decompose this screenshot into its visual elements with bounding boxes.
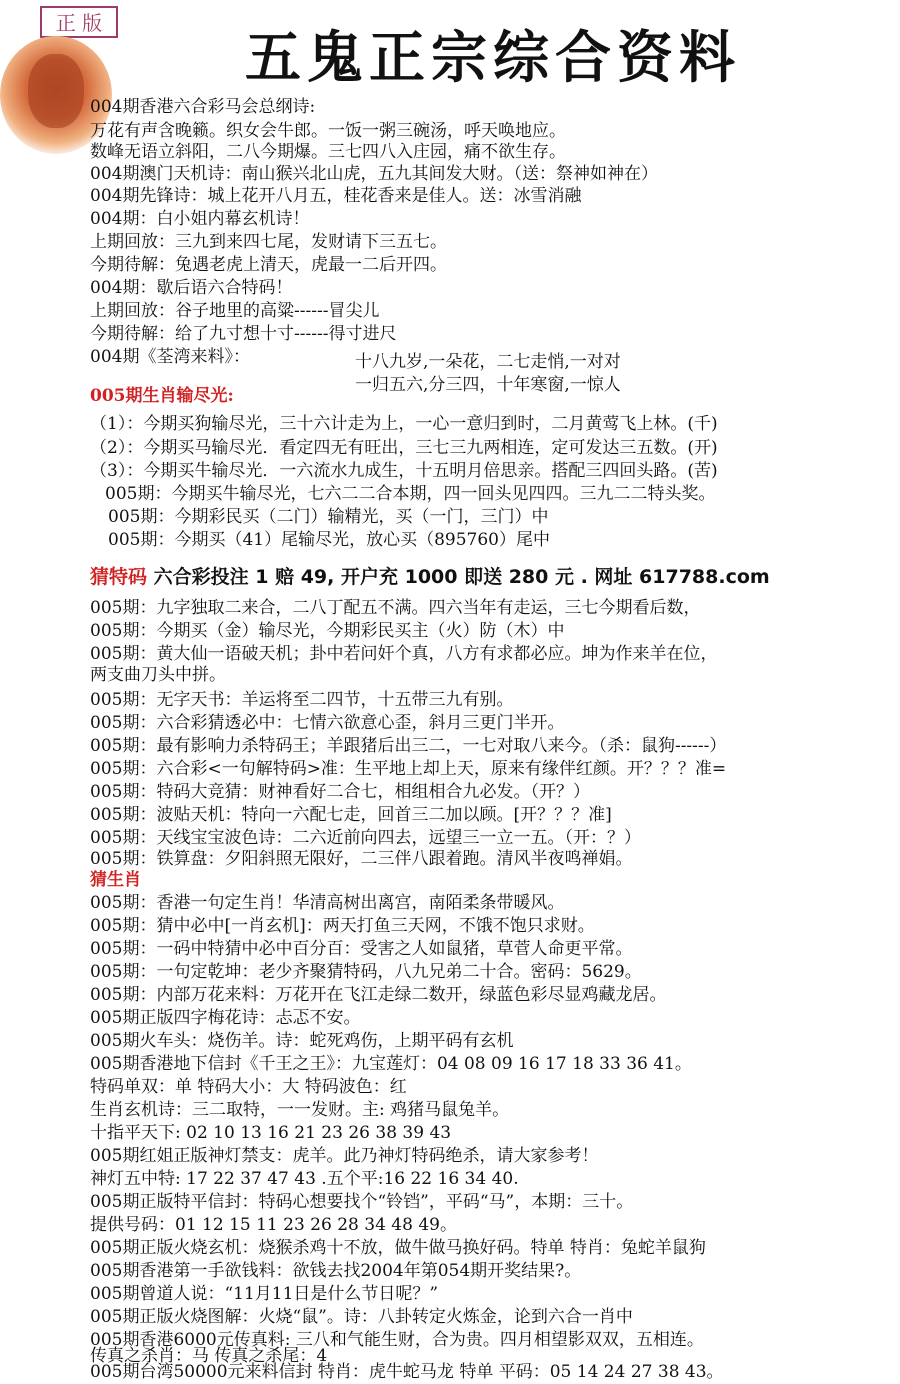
section-title: 猜生肖 — [90, 870, 141, 890]
text-line: 004期：白小姐内幕玄机诗！ — [90, 209, 310, 229]
text-line: 005期香港地下信封《千王之王》：九宝莲灯：04 08 09 16 17 18 33 36 41。 — [90, 1054, 692, 1074]
text-line: 005期：无字天书：羊运将至二四节，十五带三九有别。 — [90, 690, 514, 710]
banner-lead: 猜特码 — [90, 566, 148, 588]
text-line: 005期：内部万花来料：万花开在飞江走绿二数开，绿蓝色彩尽显鸡藏龙居。 — [90, 985, 667, 1005]
text-line: 传真之杀肖：马 传真之杀尾：4 — [90, 1346, 328, 1366]
text-line: 005期：波贴天机：特向一六配七走，回首三二加以顾。[开？？？准] — [90, 805, 612, 825]
text-line: 005期台湾50000元来料信封 特肖：虎牛蛇马龙 特单 平码：05 14 24 27 38 43。 — [90, 1362, 724, 1382]
text-line: 004期香港六合彩马会总纲诗: — [90, 97, 316, 117]
text-line: 005期：今期买（金）输尽光，今期彩民买主（火）防（木）中 — [90, 621, 565, 641]
ad-banner — [90, 562, 770, 589]
page-title: 五鬼正宗综合资料 — [245, 26, 741, 91]
text-line: 005期：九字独取二来合，二八丁配五不满。四六当年有走运，三七今期看后数， — [90, 598, 701, 618]
text-line: 005期红姐正版神灯禁支：虎羊。此乃神灯特码绝杀，请大家参考！ — [90, 1146, 599, 1166]
text-line: （2）：今期买马输尽光．看定四无有旺出，三七三九两相连，定可发达三五数。(开) — [90, 438, 718, 458]
banner-text: 六合彩投注 1 赔 49, 开户充 1000 即送 280 元 . 网址 617788.com — [153, 566, 770, 588]
text-line: 今期待解：给了九寸想十寸------得寸进尺 — [90, 324, 397, 344]
text-line: 004期澳门天机诗：南山猴兴北山虎，五九其间发大财。（送：祭神如神在） — [90, 164, 658, 184]
text-line: 数峰无语立斜阳，二八今期爆。三七四八入庄园，痛不欲生存。 — [90, 142, 566, 162]
text-line: 005期：特码大竞猜：财神看好二合七，相组相合九必发。（开？） — [90, 782, 590, 802]
text-line: 005期：一句定乾坤：老少齐聚猜特码，八九兄弟二十合。密码：5629。 — [90, 962, 642, 982]
text-line: 今期待解：兔遇老虎上清天，虎最一二后开四。 — [90, 255, 447, 275]
text-line: 005期：铁算盘：夕阳斜照无限好，二三伴八跟着跑。清风半夜鸣禅娟。 — [90, 849, 633, 869]
authentic-stamp: 正 版 — [40, 6, 118, 38]
text-line: （1）：今期买狗输尽光，三十六计走为上，一心一意归到时，二月黄莺飞上林。(千) — [90, 414, 718, 434]
text-line: 005期：今期彩民买（二门）输精光，买（一门，三门）中 — [108, 507, 549, 527]
text-line: 十指平天下: 02 10 13 16 21 23 26 38 39 43 — [90, 1123, 452, 1143]
text-line: 特码单双：单 特码大小：大 特码波色：红 — [90, 1077, 407, 1097]
text-line: 005期香港第一手欲钱料：欲钱去找2004年第054期开奖结果?。 — [90, 1261, 582, 1281]
text-line: 005期：最有影响力杀特码王；羊跟猪后出三二，一七对取八来今。（杀：鼠狗------） — [90, 736, 727, 756]
text-line: 万花有声含晚籁。织女会牛郎。一饭一粥三碗汤，呼天唤地应。 — [90, 121, 566, 141]
text-line: 005期：今期买牛输尽光，七六二二合本期，四一回头见四四。三九二二特头奖。 — [105, 484, 716, 504]
text-line: 005期：黄大仙一语破天机；卦中若问奸个真，八方有求都必应。坤为作来羊在位， — [90, 644, 718, 664]
text-line: 005期：六合彩猜透必中：七情六欲意心歪，斜月三更门半开。 — [90, 713, 565, 733]
text-line: 两支曲刀头中拼。 — [90, 665, 226, 685]
text-line: 004期先锋诗：城上花开八月五，桂花香来是佳人。送：冰雪消融 — [90, 186, 582, 206]
text-line: 005期正版火烧图解：火烧“鼠”。诗：八卦转定火炼金，论到六合一肖中 — [90, 1307, 633, 1327]
text-line: 上期回放：谷子地里的高粱------冒尖儿 — [90, 301, 380, 321]
text-line: 005期：天线宝宝波色诗：二六近前向四去，远望三一立一五。（开：？） — [90, 828, 641, 848]
text-line: 005期：今期买（41）尾输尽光，放心买（895760）尾中 — [108, 530, 550, 550]
quan-wan-line: 十八九岁,一朵花，二七走悄,一对对 — [355, 352, 621, 372]
text-line: 005期曾道人说：“11月11日是什么节日呢？” — [90, 1284, 439, 1304]
section-title: 005期生肖输尽光: — [90, 386, 234, 406]
quan-wan-line: 一归五六,分三四，十年寒窗,一惊人 — [355, 375, 621, 395]
text-line: 005期：六合彩<一句解特码>准：生平地上却上天，原来有缘伴红颜。开？？？准= — [90, 759, 727, 779]
text-line: 神灯五中特: 17 22 37 47 43 .五个平:16 22 16 34 40. — [90, 1169, 519, 1189]
text-line: 005期正版特平信封：特码心想要找个“铃铛”，平码“马”，本期：三十。 — [90, 1192, 634, 1212]
text-line: 上期回放：三九到来四七尾，发财请下三五七。 — [90, 232, 447, 252]
text-line: 004期《荃湾来料》： — [90, 347, 250, 367]
text-line: 005期香港6000元传真料: 三八和气能生财，合为贵。四月相望影双双，五相连。 — [90, 1330, 704, 1350]
portrait-face — [28, 54, 84, 128]
text-line: 005期：一码中特猜中必中百分百：受害之人如鼠猪，草菅人命更平常。 — [90, 939, 633, 959]
text-line: 生肖玄机诗：三二取特，一一发财。主: 鸡猪马鼠兔羊。 — [90, 1100, 510, 1120]
text-line: 005期正版四字梅花诗：忐忑不安。 — [90, 1008, 361, 1028]
text-line: 005期正版火烧玄机：烧猴杀鸡十不放，做牛做马换好码。特单 特肖：兔蛇羊鼠狗 — [90, 1238, 706, 1258]
text-line: 提供号码：01 12 15 11 23 26 28 34 48 49。 — [90, 1215, 457, 1235]
text-line: 005期：猜中必中[一肖玄机]：两天打鱼三天网，不饿不饱只求财。 — [90, 916, 595, 936]
text-line: （3）：今期买牛输尽光．一六流水九成生，十五明月倍思亲。搭配三四回头路。(苦) — [90, 461, 718, 481]
text-line: 004期：歇后语六合特码！ — [90, 278, 293, 298]
text-line: 005期火车头：烧伤羊。诗：蛇死鸡伤，上期平码有玄机 — [90, 1031, 514, 1051]
text-line: 005期：香港一句定生肖！华清高树出离宫，南陌柔条带暖风。 — [90, 893, 565, 913]
